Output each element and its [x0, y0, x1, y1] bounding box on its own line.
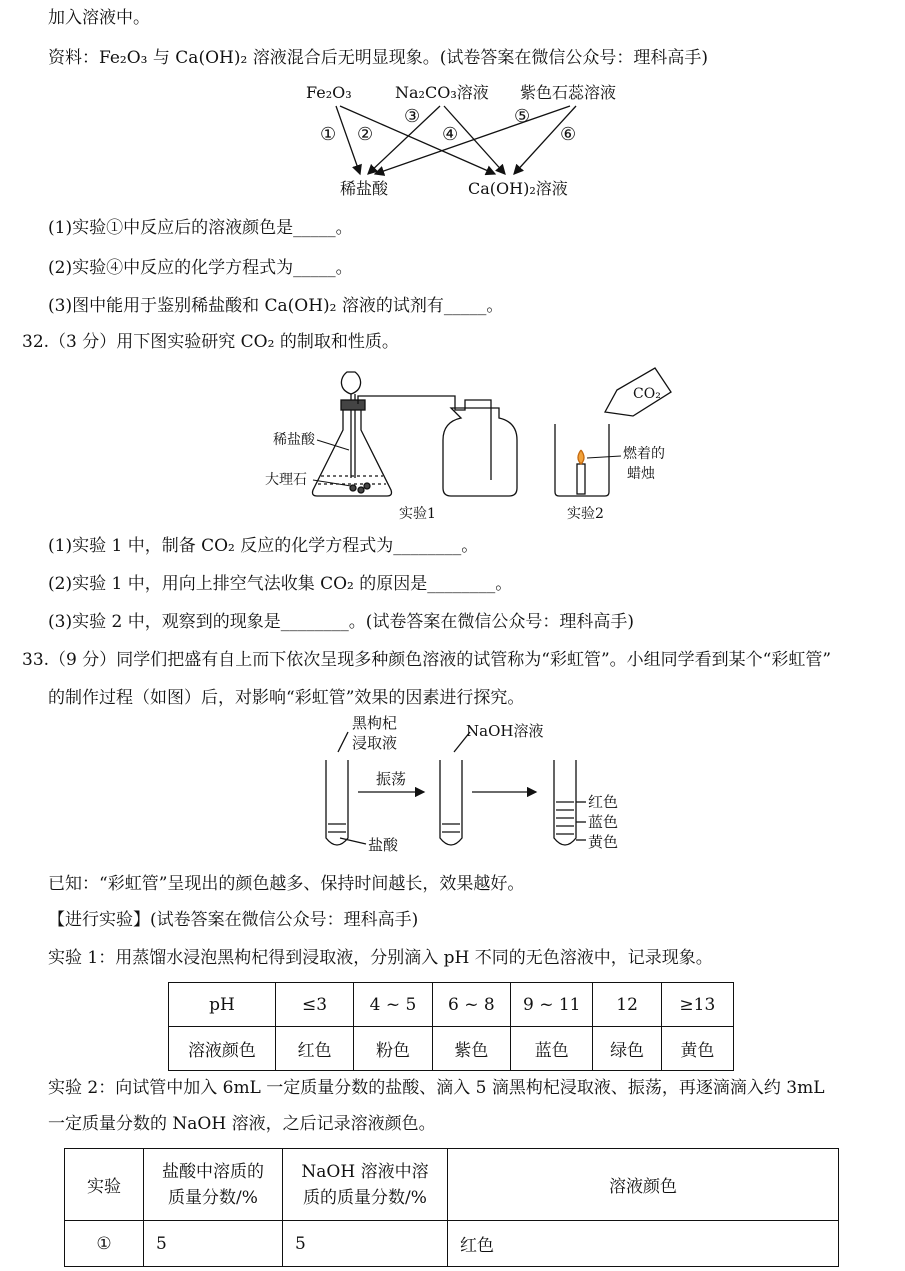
q33-known: 已知：“彩虹管”呈现出的颜色越多、保持时间越长，效果越好。	[48, 874, 525, 894]
q33-exp2-desc-line2: 一定质量分数的 NaOH 溶液，之后记录溶液颜色。	[48, 1114, 436, 1134]
marker-3: ③	[404, 106, 421, 127]
q33-experiment-heading: 【进行实验】(试卷答案在微信公众号：理科高手)	[48, 910, 419, 930]
q33-exp2-desc-line1: 实验 2：向试管中加入 6mL 一定质量分数的盐酸、滴入 5 滴黑枸杞浸取液、振荡，再逐滴滴入约 3mL	[48, 1078, 825, 1098]
table-row	[65, 1221, 839, 1267]
co2-apparatus-diagram	[255, 360, 675, 525]
q32-item-1: (1)实验 1 中，制备 CO₂ 反应的化学方程式为________。	[48, 536, 479, 556]
label-candle-1: 燃着的	[623, 446, 665, 462]
header-naoh-fraction-line1: NaOH 溶液中溶	[301, 1161, 429, 1182]
header-hcl-fraction	[144, 1149, 283, 1221]
label-shake: 振荡	[376, 770, 407, 788]
table-cell: 溶液颜色	[169, 1027, 276, 1071]
ph-color-table	[168, 982, 734, 1071]
table-cell: pH	[169, 983, 276, 1027]
header-naoh-fraction-line2: 质的质量分数/%	[303, 1187, 427, 1208]
table-cell: 5	[283, 1221, 448, 1267]
label-candle-2: 蜡烛	[627, 466, 655, 482]
marker-4: ④	[442, 124, 459, 145]
table-cell: 红色	[448, 1221, 839, 1267]
header-solution-color: 溶液颜色	[448, 1149, 839, 1221]
collection-bottle	[443, 408, 517, 496]
label-fe2o3: Fe₂O₃	[306, 83, 352, 102]
label-extract-2: 浸取液	[352, 734, 398, 752]
table-cell: 5	[144, 1221, 283, 1267]
header-naoh-fraction	[283, 1149, 448, 1221]
table-cell: ①	[65, 1221, 144, 1267]
table-row	[169, 983, 734, 1027]
q33-exp1-desc: 实验 1：用蒸馏水浸泡黑枸杞得到浸取液，分别滴入 pH 不同的无色溶液中，记录现象。	[48, 948, 713, 968]
table-cell: 6 ~ 8	[432, 983, 510, 1027]
label-exp1: 实验1	[399, 506, 436, 522]
label-yellow: 黄色	[588, 833, 619, 851]
header-hcl-fraction-line1: 盐酸中溶质的	[162, 1161, 264, 1182]
marker-6: ⑥	[560, 124, 577, 145]
table-cell: 粉色	[354, 1027, 432, 1071]
q31-item-2: (2)实验④中反应的化学方程式为_____。	[48, 258, 353, 278]
intro-line: 加入溶液中。	[48, 8, 150, 28]
q32-item-3: (3)实验 2 中，观察到的现象是________。(试卷答案在微信公众号：理科高手)	[48, 612, 634, 632]
label-blue: 蓝色	[588, 813, 619, 831]
marker-2: ②	[357, 124, 374, 145]
q31-item-1: (1)实验①中反应后的溶液颜色是_____。	[48, 218, 353, 238]
header-hcl-fraction-line2: 质量分数/%	[168, 1187, 258, 1208]
table-cell: 绿色	[593, 1027, 661, 1071]
conical-flask	[313, 410, 392, 496]
table-row	[169, 1027, 734, 1071]
q33-title-line1: 33.（9 分）同学们把盛有自上而下依次呈现多种颜色溶液的试管称为“彩虹管”。小组同学看到某个“彩虹管”	[22, 650, 832, 670]
table-cell: 黄色	[661, 1027, 733, 1071]
experiment2-table	[64, 1148, 839, 1267]
label-marble: 大理石	[265, 472, 307, 488]
label-litmus: 紫色石蕊溶液	[520, 83, 617, 102]
reaction-diagram	[280, 78, 660, 203]
q32-title: 32.（3 分）用下图实验研究 CO₂ 的制取和性质。	[22, 332, 399, 352]
label-acid: 稀盐酸	[273, 432, 315, 448]
label-co2: CO₂	[633, 386, 661, 402]
table-cell: 12	[593, 983, 661, 1027]
label-hcl: 稀盐酸	[340, 179, 389, 198]
label-na2co3: Na₂CO₃溶液	[395, 83, 489, 102]
q31-item-3: (3)图中能用于鉴别稀盐酸和 Ca(OH)₂ 溶液的试剂有_____。	[48, 296, 504, 316]
label-extract-1: 黑枸杞	[352, 714, 398, 732]
marker-1: ①	[320, 124, 337, 145]
q33-title-line2: 的制作过程（如图）后，对影响“彩虹管”效果的因素进行探究。	[48, 688, 525, 708]
label-red: 红色	[588, 793, 619, 811]
candle	[577, 464, 585, 494]
table-cell: 红色	[275, 1027, 353, 1071]
marker-5: ⑤	[514, 106, 531, 127]
table-header-row	[65, 1149, 839, 1221]
label-exp2: 实验2	[567, 506, 604, 522]
table-cell: ≥13	[661, 983, 733, 1027]
material-line: 资料：Fe₂O₃ 与 Ca(OH)₂ 溶液混合后无明显现象。(试卷答案在微信公众号：理科高手)	[48, 48, 708, 68]
label-naoh: NaOH溶液	[466, 722, 544, 740]
stopper	[341, 400, 365, 410]
flame	[578, 450, 584, 464]
table-cell: 4 ~ 5	[354, 983, 432, 1027]
table-cell: ≤3	[275, 983, 353, 1027]
funnel-bulb	[341, 372, 360, 394]
table-cell: 紫色	[432, 1027, 510, 1071]
table-cell: 蓝色	[511, 1027, 593, 1071]
table-cell: 9 ~ 11	[511, 983, 593, 1027]
header-experiment: 实验	[65, 1149, 144, 1221]
q32-item-2: (2)实验 1 中，用向上排空气法收集 CO₂ 的原因是________。	[48, 574, 513, 594]
label-hcl2: 盐酸	[368, 836, 399, 854]
rainbow-tube-diagram	[300, 712, 640, 862]
label-caoh2: Ca(OH)₂溶液	[468, 179, 568, 198]
